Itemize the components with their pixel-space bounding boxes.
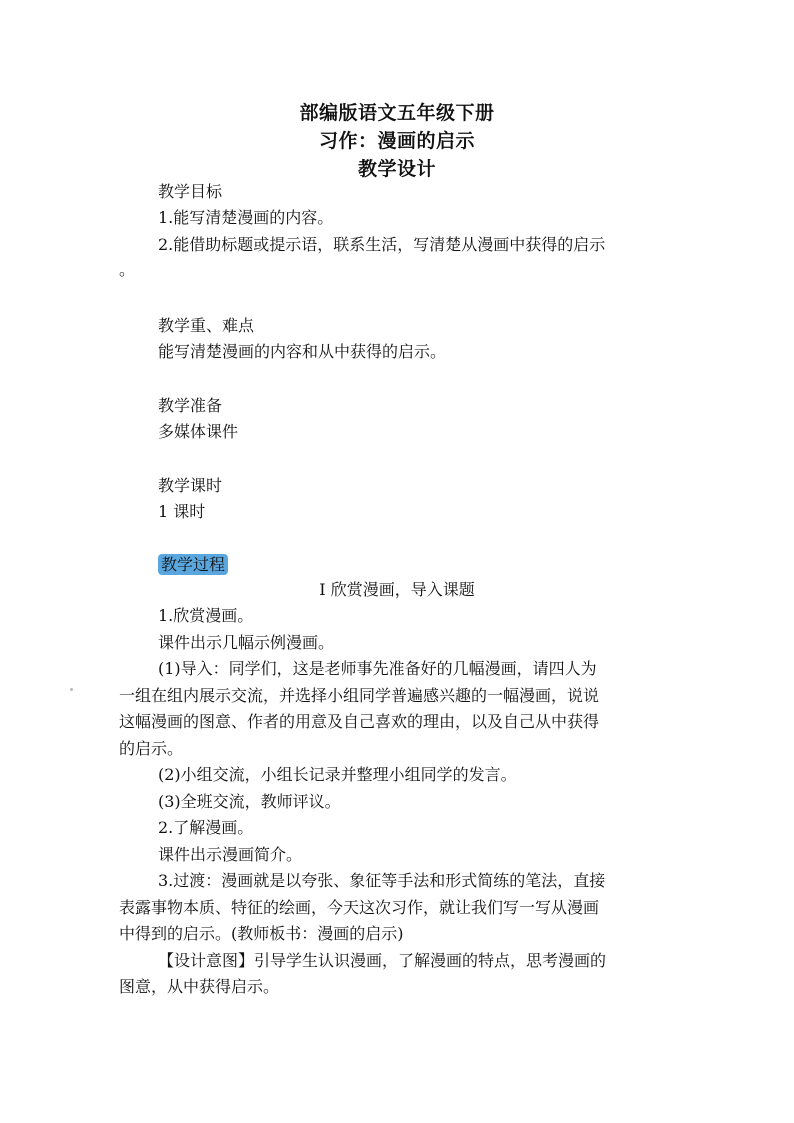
prep-text: 多媒体课件 — [158, 422, 239, 441]
paragraph-8-line-1: 3.过渡：漫画就是以夸张、象征等手法和形式简练的笔法，直接 — [158, 871, 606, 890]
paragraph-3-line-2: 一组在组内展示交流，并选择小组同学普遍感兴趣的一幅漫画，说说 — [119, 686, 600, 705]
hours-heading: 教学课时 — [158, 476, 223, 495]
paragraph-2: 课件出示几幅示例漫画。 — [158, 633, 335, 652]
paragraph-6: 2.了解漫画。 — [158, 818, 254, 837]
process-heading — [158, 555, 228, 575]
paragraph-9-line-1: 【设计意图】引导学生认识漫画，了解漫画的特点，思考漫画的 — [158, 951, 607, 970]
doc-title-line-2: 习作：漫画的启示 — [318, 130, 475, 152]
key-heading: 教学重、难点 — [158, 316, 255, 335]
paragraph-3-line-4: 的启示。 — [119, 739, 184, 758]
paragraph-1: 1.欣赏漫画。 — [158, 606, 254, 625]
doc-title-line-3: 教学设计 — [357, 158, 436, 180]
objective-2-line-2: 。 — [119, 260, 136, 279]
margin-mark — [70, 688, 73, 691]
paragraph-5: (3)全班交流，教师评议。 — [158, 792, 341, 811]
paragraph-9-line-2: 图意，从中获得启示。 — [119, 977, 280, 996]
key-text: 能写清楚漫画的内容和从中获得的启示。 — [158, 342, 447, 361]
prep-heading: 教学准备 — [158, 396, 223, 415]
doc-title-line-1: 部编版语文五年级下册 — [299, 102, 495, 124]
paragraph-8-line-2: 表露事物本质、特征的绘画，今天这次习作，就让我们写一写从漫画 — [119, 898, 600, 917]
paragraph-8-line-3: 中得到的启示。(教师板书：漫画的启示) — [119, 924, 404, 943]
section-1-title: Ⅰ 欣赏漫画，导入课题 — [319, 580, 475, 599]
hours-text: 1 课时 — [158, 502, 206, 521]
paragraph-7: 课件出示漫画简介。 — [158, 845, 303, 864]
process-heading-highlight: 教学过程 — [158, 554, 228, 575]
paragraph-4: (2)小组交流，小组长记录并整理小组同学的发言。 — [158, 765, 517, 784]
objective-1: 1.能写清楚漫画的内容。 — [158, 208, 334, 227]
paragraph-3-line-1: (1)导入：同学们，这是老师事先准备好的几幅漫画，请四人为 — [158, 659, 597, 678]
objective-2-line-1: 2.能借助标题或提示语，联系生活，写清楚从漫画中获得的启示 — [158, 235, 606, 254]
objectives-heading: 教学目标 — [158, 182, 223, 201]
paragraph-3-line-3: 这幅漫画的图意、作者的用意及自己喜欢的理由，以及自己从中获得 — [119, 712, 600, 731]
